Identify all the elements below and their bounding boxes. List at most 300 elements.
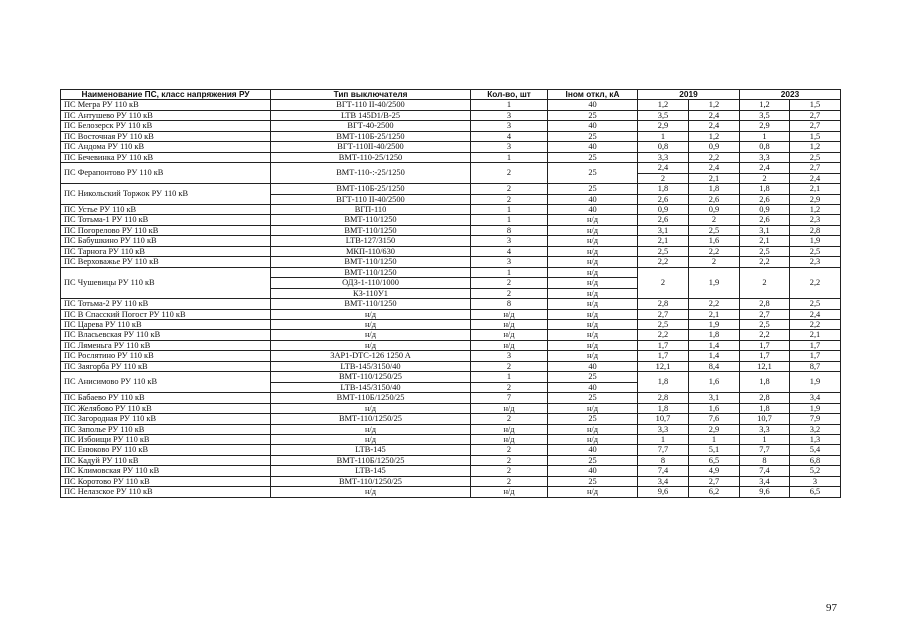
value-2023-b-cell: 2,7 [790,121,841,131]
value-2023-b-cell: 2,5 [790,299,841,309]
value-2019-b-cell: 8,4 [689,361,740,371]
breaker-type-cell: КЗ-110У1 [271,288,471,298]
value-2023-a-cell: 2,8 [740,393,790,403]
value-2023-a-cell: 9,6 [740,487,790,497]
quantity-cell: 1 [471,204,548,214]
value-2023-b-cell: 1,9 [790,403,841,413]
breaker-type-cell: ВГТ-110 II-40/2500 [271,194,471,204]
substation-name-cell: ПС Енюково РУ 110 кВ [61,445,271,455]
quantity-cell: н/д [471,403,548,413]
value-2023-a-cell: 7,4 [740,466,790,476]
value-2023-a-cell: 2 [740,173,790,183]
table-row [61,361,841,371]
header-breaker-type: Тип выключателя [271,90,471,100]
breaker-type-cell: LTB-127/3150 [271,236,471,246]
value-2019-a-cell: 1,7 [638,340,689,350]
value-2023-b-cell: 3 [790,476,841,486]
substation-name-cell: ПС Рослятино РУ 110 кВ [61,351,271,361]
value-2023-a-cell: 2,5 [740,319,790,329]
table-row [61,131,841,141]
value-2019-a-cell: 1,8 [638,403,689,413]
table-container [60,89,840,498]
quantity-cell: 2 [471,476,548,486]
value-2019-b-cell: 1,2 [689,131,740,141]
substation-name-cell: ПС Тотьма-2 РУ 110 кВ [61,299,271,309]
quantity-cell: н/д [471,487,548,497]
table-row [61,215,841,225]
value-2023-b-cell: 2,4 [790,309,841,319]
value-2019-a-cell: 0,8 [638,142,689,152]
value-2019-b-cell: 1,6 [689,372,740,393]
rated-current-cell: н/д [548,225,638,235]
value-2019-a-cell: 9,6 [638,487,689,497]
value-2023-a-cell: 2,9 [740,121,790,131]
value-2019-b-cell: 1,8 [689,184,740,194]
rated-current-cell: н/д [548,351,638,361]
value-2023-b-cell: 2,5 [790,246,841,256]
table-row [61,476,841,486]
value-2019-a-cell: 2 [638,173,689,183]
rated-current-cell: н/д [548,424,638,434]
rated-current-cell: 40 [548,466,638,476]
quantity-cell: н/д [471,330,548,340]
rated-current-cell: 25 [548,152,638,162]
table-row [61,163,841,173]
value-2023-b-cell: 1,7 [790,351,841,361]
rated-current-cell: н/д [548,487,638,497]
rated-current-cell: 25 [548,455,638,465]
substation-name-cell: ПС Восточная РУ 110 кВ [61,131,271,141]
value-2023-b-cell: 3,4 [790,393,841,403]
breaker-type-cell: ВГТ-110 II-40/2500 [271,100,471,110]
value-2019-b-cell: 0,9 [689,142,740,152]
switchgear-table [60,89,841,498]
table-row [61,152,841,162]
quantity-cell: 1 [471,152,548,162]
value-2023-a-cell: 8 [740,455,790,465]
breaker-type-cell: н/д [271,434,471,444]
substation-name-cell: ПС Климовская РУ 110 кВ [61,466,271,476]
substation-name-cell: ПС Никольский Торжок РУ 110 кВ [61,184,271,205]
substation-name-cell: ПС Анисимово РУ 110 кВ [61,372,271,393]
value-2023-a-cell: 3,5 [740,110,790,120]
table-row [61,142,841,152]
table-row [61,225,841,235]
value-2023-a-cell: 0,9 [740,204,790,214]
table-row [61,204,841,214]
value-2019-a-cell: 2,7 [638,309,689,319]
table-row [61,184,841,194]
quantity-cell: 7 [471,393,548,403]
rated-current-cell: н/д [548,267,638,277]
table-row [61,246,841,256]
quantity-cell: 2 [471,361,548,371]
breaker-type-cell: 3AP1-DTC-126 1250 A [271,351,471,361]
value-2019-a-cell: 2,6 [638,215,689,225]
table-row [61,340,841,350]
value-2019-b-cell: 6,2 [689,487,740,497]
substation-name-cell: ПС Желябово РУ 110 кВ [61,403,271,413]
quantity-cell: 2 [471,184,548,194]
table-row [61,487,841,497]
table-row [61,393,841,403]
value-2019-a-cell: 2,2 [638,330,689,340]
value-2019-b-cell: 1,9 [689,267,740,298]
quantity-cell: 3 [471,110,548,120]
value-2023-a-cell: 3,1 [740,225,790,235]
breaker-type-cell: LTB-145 [271,445,471,455]
quantity-cell: 3 [471,351,548,361]
value-2019-a-cell: 0,9 [638,204,689,214]
substation-name-cell: ПС Кадуй РУ 110 кВ [61,455,271,465]
rated-current-cell: н/д [548,319,638,329]
value-2023-a-cell: 2,4 [740,163,790,173]
value-2023-a-cell: 2,2 [740,330,790,340]
value-2023-b-cell: 2,7 [790,110,841,120]
value-2019-a-cell: 3,4 [638,476,689,486]
substation-name-cell: ПС Погорелово РУ 110 кВ [61,225,271,235]
value-2023-b-cell: 6,5 [790,487,841,497]
value-2023-b-cell: 5,2 [790,466,841,476]
breaker-type-cell: н/д [271,403,471,413]
rated-current-cell: 25 [548,110,638,120]
value-2023-a-cell: 2,7 [740,309,790,319]
page-number: 97 [826,602,837,614]
breaker-type-cell: н/д [271,340,471,350]
rated-current-cell: 40 [548,121,638,131]
table-row [61,110,841,120]
value-2023-a-cell: 1,8 [740,403,790,413]
breaker-type-cell: н/д [271,319,471,329]
value-2023-a-cell: 1,8 [740,372,790,393]
value-2023-a-cell: 1 [740,434,790,444]
value-2023-b-cell: 2,9 [790,194,841,204]
value-2019-a-cell: 3,3 [638,152,689,162]
breaker-type-cell: LTB-145/3150/40 [271,361,471,371]
quantity-cell: 3 [471,257,548,267]
substation-name-cell: ПС Белозерск РУ 110 кВ [61,121,271,131]
value-2023-a-cell: 12,1 [740,361,790,371]
breaker-type-cell: ВМТ-110Б-25/1250 [271,131,471,141]
table-row [61,445,841,455]
substation-name-cell: ПС В Спасский Погост РУ 110 кВ [61,309,271,319]
value-2019-b-cell: 1,2 [689,100,740,110]
value-2023-a-cell: 10,7 [740,414,790,424]
value-2019-b-cell: 2,2 [689,299,740,309]
value-2019-a-cell: 2,4 [638,163,689,173]
value-2019-b-cell: 1,4 [689,351,740,361]
value-2023-b-cell: 2,5 [790,152,841,162]
rated-current-cell: н/д [548,299,638,309]
substation-name-cell: ПС Устье РУ 110 кВ [61,204,271,214]
table-row [61,372,841,382]
quantity-cell: 1 [471,267,548,277]
value-2023-a-cell: 3,3 [740,424,790,434]
value-2023-b-cell: 5,4 [790,445,841,455]
rated-current-cell: 40 [548,445,638,455]
breaker-type-cell: ВГТ-110II-40/2500 [271,142,471,152]
substation-name-cell: ПС Тарнога РУ 110 кВ [61,246,271,256]
quantity-cell: 8 [471,299,548,309]
rated-current-cell: н/д [548,330,638,340]
value-2019-b-cell: 1,9 [689,319,740,329]
table-row [61,403,841,413]
value-2023-b-cell: 3,2 [790,424,841,434]
value-2023-a-cell: 2,6 [740,215,790,225]
breaker-type-cell: LTB-145/3150/40 [271,382,471,392]
table-row [61,121,841,131]
quantity-cell: н/д [471,340,548,350]
table-row [61,455,841,465]
value-2019-b-cell: 1 [689,434,740,444]
breaker-type-cell: ВМТ-110Б-25/1250 [271,184,471,194]
substation-name-cell: ПС Царева РУ 110 кВ [61,319,271,329]
value-2019-b-cell: 1,6 [689,236,740,246]
value-2023-a-cell: 2,2 [740,257,790,267]
rated-current-cell: н/д [548,257,638,267]
quantity-cell: 8 [471,225,548,235]
rated-current-cell: н/д [548,309,638,319]
value-2019-b-cell: 2,4 [689,121,740,131]
value-2019-b-cell: 2,4 [689,163,740,173]
header-quantity: Кол-во, шт [471,90,548,100]
substation-name-cell: ПС Коротово РУ 110 кВ [61,476,271,486]
value-2019-a-cell: 1 [638,434,689,444]
breaker-type-cell: ВМТ-110/1250 [271,267,471,277]
rated-current-cell: н/д [548,288,638,298]
table-row [61,424,841,434]
substation-name-cell: ПС Тотьма-1 РУ 110 кВ [61,215,271,225]
substation-name-cell: ПС Власьевская РУ 110 кВ [61,330,271,340]
rated-current-cell: 40 [548,361,638,371]
value-2019-b-cell: 2,4 [689,110,740,120]
value-2019-a-cell: 1,7 [638,351,689,361]
breaker-type-cell: н/д [271,487,471,497]
table-row [61,257,841,267]
breaker-type-cell: ВМТ-110/1250/25 [271,372,471,382]
quantity-cell: н/д [471,434,548,444]
breaker-type-cell: ВМТ-110-25/1250 [271,152,471,162]
value-2019-a-cell: 2,5 [638,319,689,329]
header-year-2019: 2019 [638,90,740,100]
quantity-cell: 2 [471,194,548,204]
value-2023-a-cell: 2,5 [740,246,790,256]
value-2023-a-cell: 1,7 [740,340,790,350]
rated-current-cell: 25 [548,163,638,184]
value-2019-b-cell: 2,6 [689,194,740,204]
value-2019-b-cell: 2 [689,215,740,225]
substation-name-cell: ПС Антушево РУ 110 кВ [61,110,271,120]
breaker-type-cell: LTB-145 [271,466,471,476]
rated-current-cell: 25 [548,393,638,403]
table-row [61,236,841,246]
substation-name-cell: ПС Андома РУ 110 кВ [61,142,271,152]
value-2019-a-cell: 3,3 [638,424,689,434]
value-2019-b-cell: 4,9 [689,466,740,476]
value-2019-b-cell: 5,1 [689,445,740,455]
value-2023-b-cell: 2,4 [790,173,841,183]
breaker-type-cell: ВМТ-110/1250 [271,225,471,235]
value-2019-b-cell: 2,1 [689,173,740,183]
quantity-cell: н/д [471,424,548,434]
value-2023-b-cell: 1,7 [790,340,841,350]
quantity-cell: 2 [471,382,548,392]
value-2019-b-cell: 6,5 [689,455,740,465]
value-2019-a-cell: 2,1 [638,236,689,246]
quantity-cell: 2 [471,163,548,184]
value-2023-b-cell: 1,9 [790,372,841,393]
value-2023-a-cell: 2,6 [740,194,790,204]
substation-name-cell: ПС Нелазское РУ 110 кВ [61,487,271,497]
substation-name-cell: ПС Загородная РУ 110 кВ [61,414,271,424]
value-2019-a-cell: 2,6 [638,194,689,204]
substation-name-cell: ПС Заполье РУ 110 кВ [61,424,271,434]
breaker-type-cell: LTB 145D1/B-25 [271,110,471,120]
value-2023-a-cell: 2,1 [740,236,790,246]
breaker-type-cell: ВМТ-110/1250 [271,215,471,225]
value-2019-a-cell: 2,8 [638,393,689,403]
breaker-type-cell: н/д [271,424,471,434]
header-year-2023: 2023 [740,90,841,100]
breaker-type-cell: ВГТ-40-2500 [271,121,471,131]
value-2023-b-cell: 7,9 [790,414,841,424]
value-2019-b-cell: 1,8 [689,330,740,340]
rated-current-cell: 40 [548,204,638,214]
header-substation-name: Наименование ПС, класс напряжения РУ [61,90,271,100]
value-2019-a-cell: 2,2 [638,257,689,267]
value-2023-a-cell: 1,7 [740,351,790,361]
rated-current-cell: 40 [548,100,638,110]
value-2023-a-cell: 3,4 [740,476,790,486]
quantity-cell: 2 [471,455,548,465]
value-2019-a-cell: 2 [638,267,689,298]
rated-current-cell: н/д [548,278,638,288]
value-2023-a-cell: 2,8 [740,299,790,309]
value-2019-b-cell: 2,1 [689,309,740,319]
quantity-cell: 3 [471,142,548,152]
value-2023-b-cell: 2,1 [790,184,841,194]
breaker-type-cell: н/д [271,330,471,340]
substation-name-cell: ПС Избоищи РУ 110 кВ [61,434,271,444]
value-2023-b-cell: 6,8 [790,455,841,465]
breaker-type-cell: ВГП-110 [271,204,471,214]
value-2019-a-cell: 3,5 [638,110,689,120]
header-rated-current: Iном откл, кА [548,90,638,100]
value-2023-a-cell: 2 [740,267,790,298]
value-2019-b-cell: 1,4 [689,340,740,350]
breaker-type-cell: ВМТ-110/1250 [271,299,471,309]
breaker-type-cell: ВМТ-110/1250/25 [271,414,471,424]
substation-name-cell: ПС Ляменьга РУ 110 кВ [61,340,271,350]
value-2023-a-cell: 1,2 [740,100,790,110]
value-2019-b-cell: 0,9 [689,204,740,214]
quantity-cell: 3 [471,121,548,131]
value-2023-b-cell: 8,7 [790,361,841,371]
substation-name-cell: ПС Верховажье РУ 110 кВ [61,257,271,267]
value-2023-b-cell: 1,3 [790,434,841,444]
value-2019-a-cell: 2,5 [638,246,689,256]
substation-name-cell: ПС Мегра РУ 110 кВ [61,100,271,110]
value-2019-a-cell: 1 [638,131,689,141]
value-2019-b-cell: 2,5 [689,225,740,235]
table-row [61,414,841,424]
breaker-type-cell: ВМТ-110Б/1250/25 [271,455,471,465]
value-2019-a-cell: 2,9 [638,121,689,131]
substation-name-cell: ПС Ферапонтово РУ 110 кВ [61,163,271,184]
substation-name-cell: ПС Бабушкино РУ 110 кВ [61,236,271,246]
substation-name-cell: ПС Чушевицы РУ 110 кВ [61,267,271,298]
value-2023-b-cell: 2,2 [790,319,841,329]
value-2023-a-cell: 0,8 [740,142,790,152]
value-2023-b-cell: 1,2 [790,204,841,214]
value-2019-b-cell: 2,2 [689,152,740,162]
rated-current-cell: 40 [548,142,638,152]
quantity-cell: 2 [471,278,548,288]
rated-current-cell: н/д [548,215,638,225]
value-2023-a-cell: 7,7 [740,445,790,455]
rated-current-cell: н/д [548,340,638,350]
rated-current-cell: 25 [548,131,638,141]
rated-current-cell: 25 [548,414,638,424]
breaker-type-cell: ВМТ-110-:-25/1250 [271,163,471,184]
quantity-cell: 1 [471,215,548,225]
value-2019-a-cell: 10,7 [638,414,689,424]
breaker-type-cell: МКП-110/630 [271,246,471,256]
table-row [61,267,841,277]
quantity-cell: 2 [471,288,548,298]
rated-current-cell: н/д [548,246,638,256]
substation-name-cell: ПС Заягорба РУ 110 кВ [61,361,271,371]
quantity-cell: 2 [471,466,548,476]
table-row [61,309,841,319]
rated-current-cell: н/д [548,434,638,444]
value-2019-a-cell: 1,2 [638,100,689,110]
table-header-row [61,90,841,100]
value-2019-a-cell: 1,8 [638,184,689,194]
table-row [61,466,841,476]
value-2023-a-cell: 1 [740,131,790,141]
value-2019-a-cell: 7,7 [638,445,689,455]
value-2023-a-cell: 1,8 [740,184,790,194]
value-2023-b-cell: 2,3 [790,215,841,225]
value-2023-b-cell: 2,8 [790,225,841,235]
table-row [61,319,841,329]
breaker-type-cell: н/д [271,309,471,319]
breaker-type-cell: ВМТ-110Б/1250/25 [271,393,471,403]
quantity-cell: 4 [471,246,548,256]
quantity-cell: 4 [471,131,548,141]
rated-current-cell: 25 [548,372,638,382]
value-2023-b-cell: 1,9 [790,236,841,246]
value-2019-b-cell: 2,7 [689,476,740,486]
rated-current-cell: 25 [548,476,638,486]
value-2019-b-cell: 2,9 [689,424,740,434]
substation-name-cell: ПС Бечевинка РУ 110 кВ [61,152,271,162]
table-row [61,434,841,444]
quantity-cell: 3 [471,236,548,246]
value-2023-b-cell: 2,3 [790,257,841,267]
value-2023-b-cell: 1,2 [790,142,841,152]
value-2023-b-cell: 2,1 [790,330,841,340]
breaker-type-cell: ВМТ-110/1250 [271,257,471,267]
value-2019-a-cell: 12,1 [638,361,689,371]
value-2019-b-cell: 2,2 [689,246,740,256]
value-2019-b-cell: 3,1 [689,393,740,403]
value-2023-a-cell: 3,3 [740,152,790,162]
value-2019-b-cell: 7,6 [689,414,740,424]
table-row [61,299,841,309]
quantity-cell: н/д [471,309,548,319]
